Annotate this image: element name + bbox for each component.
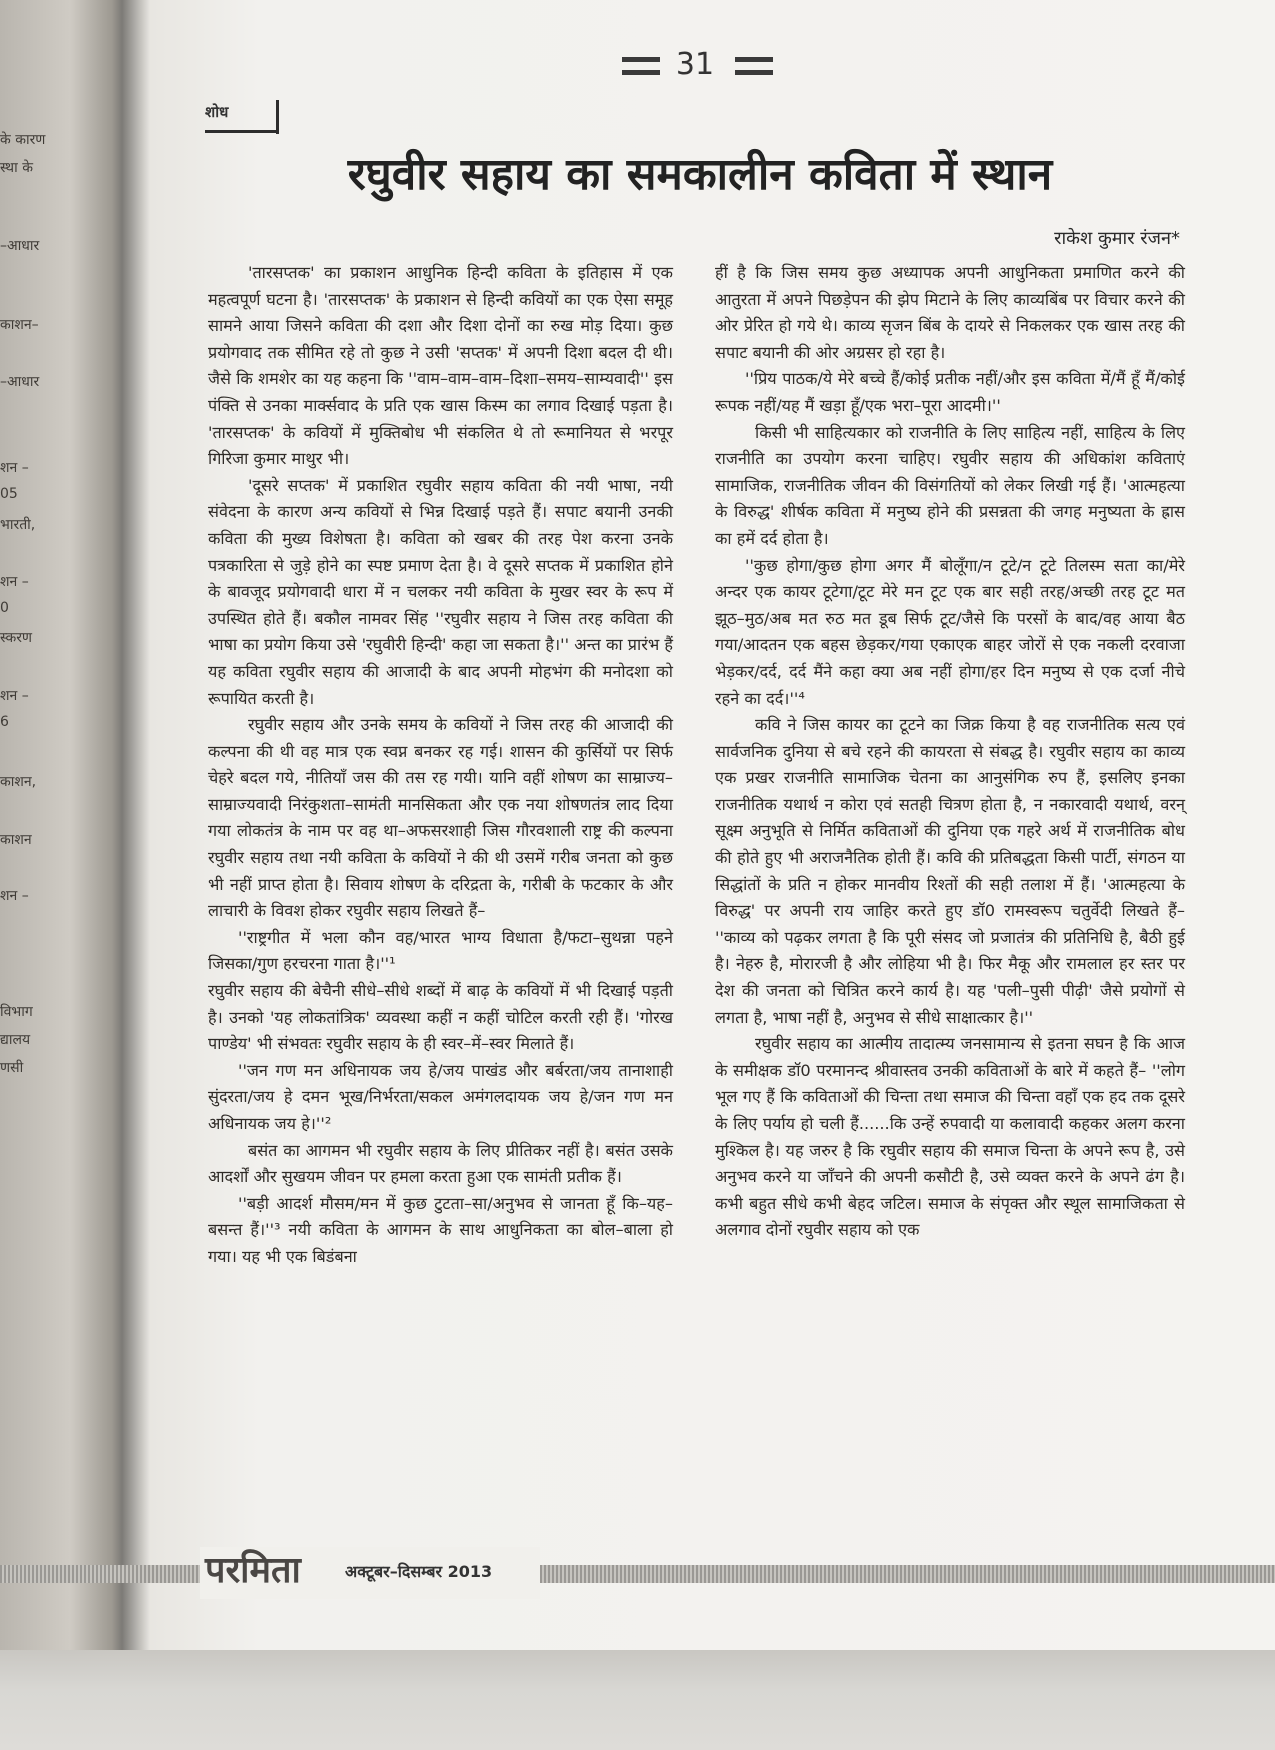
section-tag: शोध [205,103,229,121]
issue-date: अक्टूबर–दिसम्बर 2013 [345,1562,493,1581]
paragraph: 'तारसप्तक' का प्रकाशन आधुनिक हिन्दी कविता के इतिहास में एक महत्वपूर्ण घटना है। 'तारसप्तक' के प्रकाशन से हिन्दी कवियों का एक ऐसा समूह सामने आया जिसने कविता की दशा और दिशा दोनों का रुख मोड़ दिया। कुछ प्रयोगवाद तक सीमित रहे तो कुछ ने उसी 'सप्तक' में अपनी दिशा बदल दी थी। जैसे कि शमशेर का यह कहना कि ''वाम–वाम–वाम–दिशा–समय–साम्यवादी'' इस पंक्ति से उनका मार्क्सवाद के प्रति एक खास किस्म का लगाव दिखाई पड़ता है। 'तारसप्तक' के कवियों में मुक्तिबोध भी संकलित थे तो रूमानियत से भरपूर गिरिजा कुमार माथुर भी। [208,263,673,469]
previous-page-margin [0,0,115,1600]
margin-fragment: काशन [0,832,32,848]
paragraph: रघुवीर सहाय और उनके समय के कवियों ने जिस तरह की आजादी की कल्पना की थी वह मात्र एक स्वप्न बनकर रह गई। शासन की कुर्सियों पर सिर्फ चेहरे बदल गये, नीतियाँ जस की तस रह गयी। यानि वहीं शोषण का साम्राज्य–साम्राज्यवादी निरंकुशता–सामंती मानसिकता और एक नया शोषणतंत्र लाद दिया गया लोकतंत्र के नाम पर वह था–अफसरशाही जिस गौरवशाली राष्ट्र की कल्पना रघुवीर सहाय तथा नयी कविता के कवियों ने की थी उसमें गरीब जनता को कुछ भी नहीं प्राप्त होता है। सिवाय शोषण के दरिद्रता के, गरीबी के फटकार के और लाचारी के विवश होकर रघुवीर सहाय लिखते हैं– [208,715,673,921]
article-author: राकेश कुमार रंजन* [1054,228,1180,249]
margin-fragment: शन – [0,460,29,476]
margin-fragment: शन – [0,688,29,704]
page-number: 31 [675,47,715,82]
paragraph: कवि ने जिस कायर का टूटने का जिक्र किया है वह राजनीतिक सत्य एवं सार्वजनिक दुनिया से बचे रहने की कायरता से संबद्ध है। रघुवीर सहाय का काव्य एक प्रखर राजनीति सामाजिक चेतना का आनुसंगिक रुप हैं, इसलिए इनका राजनीतिक यथार्थ न कोरा एवं सतही चित्रण होता है, न नकारवादी यथार्थ, वरन् सूक्ष्म अनुभूति से निर्मित कविताओं की दुनिया एक गहरे अर्थ में राजनीतिक बोध की होते हुए भी अराजनैतिक होती हैं। कवि की प्रतिबद्धता किसी पार्टी, संगठन या सिद्धांतों के प्रति न होकर मानवीय रिश्तों की सही तलाश में हैं। 'आत्महत्या के विरुद्ध' पर अपनी राय जाहिर करते हुए डॉ0 रामस्वरूप चतुर्वेदी लिखते हैं– ''काव्य को पढ़कर लगता है कि पूरी संसद जो प्रजातंत्र की प्रतिनिधि है, बैठी हुई है। नेहरु है, मोरारजी है और लोहिया भी है। फिर मैकू और रामलाल हर स्तर पर देश की जनता को चित्रित करने कार्य है। यह 'पली–पुसी पीढ़ी' जैसे प्रयोगों से लगता है, भाषा नहीं है, अनुभव से सीधे साक्षात्कार है।'' [715,715,1185,1027]
paragraph: किसी भी साहित्यकार को राजनीति के लिए साहित्य नहीं, साहित्य के लिए राजनीति का उपयोग करना चाहिए। रघुवीर सहाय की अधिकांश कविताएं सामाजिक, राजनीतिक जीवन की विसंगतियों को लेकर लिखी गई हैं। 'आत्महत्या के विरुद्ध' शीर्षक कविता में मनुष्य होने की प्रसन्नता की जगह मनुष्यता के ह्रास का हमें दर्द होता है। [715,422,1185,548]
article-title: रघुवीर सहाय का समकालीन कविता में स्थान [347,149,1053,200]
footer-bar [0,1565,1275,1583]
paragraph: हीं है कि जिस समय कुछ अध्यापक अपनी आधुनिकता प्रमाणित करने की आतुरता में अपने पिछड़ेपन की झेप मिटाने के लिए काव्यबिंब पर विचार करने की ओर प्रेरित हो गये थे। काव्य सृजन बिंब के दायरे से निकलकर एक खास तरह की सपाट बयानी की ओर अग्रसर हो रहा है। [715,263,1185,362]
poem-quote: ''प्रिय पाठक/ये मेरे बच्चे हैं/कोई प्रतीक नहीं/और इस कविता में/मैं हूँ मैं/कोई रूपक नहीं/यह मैं खड़ा हूँ/एक भरा–पूरा आदमी।'' [715,369,1185,415]
margin-fragment: स्था के [0,160,33,176]
margin-fragment: 6 [0,714,9,730]
scan-background [0,1650,1275,1750]
right-column [715,260,1185,1244]
margin-fragment: –आधार [0,374,40,390]
poem-quote: ''राष्ट्रगीत में भला कौन वह/भारत भाग्य विधाता है/फटा–सुथन्ना पहने जिसका/गुण हरचरना गाता है।''¹ [208,927,673,974]
left-column [208,260,673,1271]
margin-fragment: के कारण [0,132,46,148]
margin-fragment: 05 [0,486,18,502]
paragraph: रघुवीर सहाय का आत्मीय तादात्म्य जनसामान्य से इतना सघन है कि आज के समीक्षक डॉ0 परमानन्द श्रीवास्तव उनकी कविताओं के बारे में कहते हैं– ''लोग भूल गए हैं कि कविताओं की चिन्ता तथा समाज की चिन्ता वहाँ एक हद तक दूसरे के लिए पर्याय हो चली हैं......कि उन्हें रुपवादी या कलावादी कहकर अलग करना मुश्किल है। यह जरुर है कि रघुवीर सहाय की समाज चिन्ता के अपने रूप है, उसे अनुभव करने या जाँचने की अपनी कसौटी है, उसे व्यक्त करने के अपने ढंग है। कभी बहुत सीधे कभी बेहद जटिल। समाज के संपृक्त और स्थूल सामाजिकता से अलगाव दोनों रघुवीर सहाय को एक [715,1034,1185,1240]
magazine-logo: परमिता [205,1550,301,1591]
section-tag-divider [276,100,279,134]
paragraph: बसंत का आगमन भी रघुवीर सहाय के लिए प्रीतिकर नहीं है। बसंत उसके आदर्शों और सुखयम जीवन पर हमला करता हुआ एक सामंती प्रतीक हैं। [208,1140,673,1187]
margin-fragment: शन – [0,888,29,904]
margin-fragment: द्यालय [0,1032,31,1048]
paragraph: रघुवीर सहाय की बेचैनी सीधे–सीधे शब्दों में बाढ़ के कवियों में भी दिखाई पड़ती है। उनको 'यह लोकतांत्रिक' व्यवस्था कहीं न कहीं चोटिल करती रही हैं। 'गोरख पाण्डेय' भी संभवतः रघुवीर सहाय के ही स्वर–में–स्वर मिलाते हैं। [208,981,673,1054]
poem-quote: ''कुछ होगा/कुछ होगा अगर मैं बोलूँगा/न टूटे/न टूटे तिलस्म सता का/मेरे अन्दर एक कायर टूटेगा/टूट मेरे मन टूट एक बार सही तरह/अच्छी तरह टूट मत झूठ–मुठ/अब मत रुठ मत डूब सिर्फ टूट/जैसे कि परसों के बाद/वह आया बैठ गया/आदतन एक बहस छेड़कर/गया एकाएक बाहर जोरों से एक नकली दरवाजा भेड़कर/दर्द, दर्द मैंने कहा क्या अब नहीं होगा/हर दिन मनुष्य से एक दर्जा नीचे रहने का दर्द।''⁴ [715,555,1185,708]
section-tag-underline [205,130,279,133]
poem-quote: ''जन गण मन अधिनायक जय हे/जय पाखंड और बर्बरता/जय तानाशाही सुंदरता/जय हे दमन भूख/निर्भरता/सकल अमंगलदायक जय हे/जन गण मन अधिनायक जय हे।''² [208,1060,673,1133]
margin-fragment: भारती, [0,517,36,533]
margin-fragment: स्करण [0,630,33,646]
margin-fragment: शन – [0,574,29,590]
margin-fragment: काशन, [0,774,37,790]
paragraph: 'दूसरे सप्तक' में प्रकाशित रघुवीर सहाय कविता की नयी भाषा, नयी संवेदना के कारण अन्य कवियों से भिन्न दिखाई पड़ते हैं। सपाट बयानी उनकी कविता की मुख्य विशेषता है। कविता को खबर की तरह पेश करना उनके पत्रकारिता से जुड़े होने का स्पष्ट प्रमाण देता है। वे दूसरे सप्तक में प्रकाशित होने के बावजूद प्रयोगवादी धारा में न चलकर नयी कविता के मुखर स्वर के रूप में उपस्थित होते हैं। बकौल नामवर सिंह ''रघुवीर सहाय ने जिस तरह कविता की भाषा का प्रयोग किया उसे 'रघुवीरी हिन्दी' कहा जा सकता है।'' अन्त का प्रारंभ हैं यह कविता रघुवीर सहाय की आजादी के बाद अपनी मोहभंग की मनोदशा को रूपायित करती है। [208,475,673,708]
margin-fragment: 0 [0,600,9,616]
margin-fragment: णसी [0,1060,24,1076]
margin-fragment: विभाग [0,1004,33,1020]
poem-quote: ''बड़ी आदर्श मौसम/मन में कुछ टुटता–सा/अनुभव से जानता हूँ कि–यह– बसन्त हैं।''³ नयी कविता के आगमन के साथ आधुनिकता का बोल–बाला हो गया। यह भी एक बिडंबना [208,1193,673,1266]
margin-fragment: काशन– [0,317,39,333]
margin-fragment: –आधार [0,238,40,254]
